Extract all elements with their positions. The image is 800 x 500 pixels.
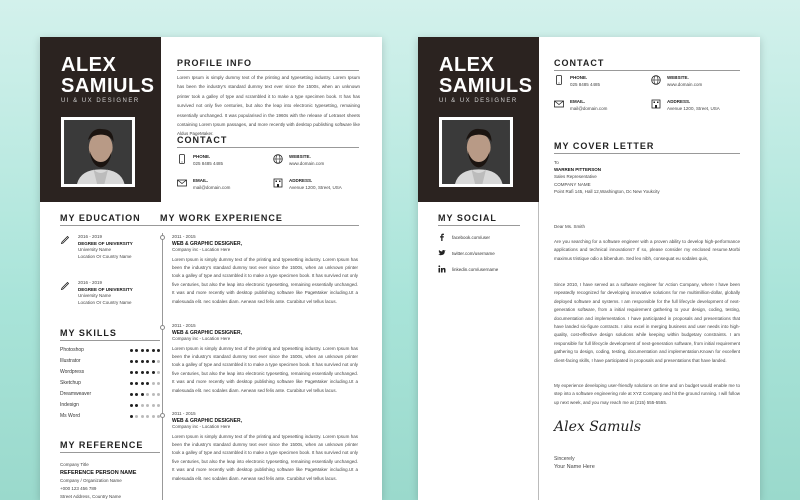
skill-level-dot xyxy=(157,360,160,363)
skill-level-dot xyxy=(135,349,138,352)
skill-level xyxy=(130,349,161,352)
recipient-block: To WARREN PITTERSON Sales Representative COMPANY NAME Point Rafi 145, Hall 12,Washington, Dc New Youkcity xyxy=(554,160,660,194)
skill-name: Dreamweaver xyxy=(60,391,92,397)
contact-address: ADDRESS. Avenue 1200, Street, USA xyxy=(273,178,342,190)
skill-level-dot xyxy=(135,382,138,385)
cover-letter-title: MY COVER LETTER xyxy=(554,141,655,151)
skill-level-dot xyxy=(135,404,138,407)
skill-row xyxy=(60,380,160,386)
skill-row xyxy=(60,402,160,408)
skill-level-dot xyxy=(152,404,155,407)
contact-title: CONTACT xyxy=(177,135,228,145)
education-rule xyxy=(60,225,160,226)
social-twitter[interactable]: twitter.com/username xyxy=(438,249,495,257)
letter-paragraph-2: Since 2010, I have served as a software engineer for Action Company, where I have been repeatedly recognized for developing innovative solutions for me multimillion-dollar, globally deployed software and systems. I am responsible for the full lifecycle development of next-generation software, from a initial requirement gathering to your design, coding, testing, documentation and implementation. I have participated in proposals and presentations that have landed six-figure contracts. I also excel in merging business and user needs into high-quality, cost-effective design solutions while keeping within budgetary constraints. I am responsible for full lifecycle development of next-generation software, from initial requirement gathering to design, coding, testing, documentation and implementation.Known for excellent client-facing skills, I have participated in proposals and presentations that have landed. xyxy=(554,282,740,363)
skill-level-dot xyxy=(146,415,149,418)
skill-level xyxy=(130,371,161,374)
skill-row xyxy=(60,358,160,364)
skill-level xyxy=(130,382,161,385)
person-role: UI & UX DESIGNER xyxy=(61,98,140,104)
skill-level-dot xyxy=(152,360,155,363)
skill-level-dot xyxy=(130,404,133,407)
skill-level xyxy=(130,415,161,418)
facebook-icon xyxy=(438,233,446,241)
skill-level-dot xyxy=(130,349,133,352)
social-title: MY SOCIAL xyxy=(438,213,497,223)
skill-level-dot xyxy=(141,349,144,352)
skill-name: Photoshop xyxy=(60,347,84,353)
work-title: MY WORK EXPERIENCE xyxy=(160,213,283,223)
skill-name: Wordpress xyxy=(60,369,85,375)
skill-level-dot xyxy=(135,360,138,363)
skill-level-dot xyxy=(152,371,155,374)
person-name: ALEX SAMIULS xyxy=(439,54,533,97)
skill-level xyxy=(130,393,161,396)
profile-title: PROFILE INFO xyxy=(177,58,252,68)
contact-title: CONTACT xyxy=(554,58,605,68)
phone-icon xyxy=(177,154,187,164)
skills-rule xyxy=(60,340,160,341)
skill-level-dot xyxy=(141,371,144,374)
contact-website: WEBSITE. www.domain.com xyxy=(651,75,702,87)
social-rule xyxy=(438,225,520,226)
skill-level-dot xyxy=(141,360,144,363)
pencil-icon xyxy=(60,280,70,290)
skill-level-dot xyxy=(157,404,160,407)
reference-title: MY REFERENCE xyxy=(60,440,144,450)
skill-name: Indesign xyxy=(60,402,79,408)
skill-level-dot xyxy=(141,382,144,385)
timeline-dot xyxy=(160,413,165,418)
person-role: UI & UX DESIGNER xyxy=(439,98,518,104)
contact-email: EMAIL. mail@domain.com xyxy=(554,99,607,111)
skill-level-dot xyxy=(135,393,138,396)
contact-address: ADDRESS. Avenue 1200, Street, USA xyxy=(651,99,720,111)
skill-name: Ms Word xyxy=(60,413,80,419)
portrait-image xyxy=(64,120,132,184)
skill-level-dot xyxy=(152,382,155,385)
pencil-icon xyxy=(60,234,70,244)
timeline-line xyxy=(162,233,163,500)
envelope-icon xyxy=(177,178,187,188)
skill-level-dot xyxy=(135,415,138,418)
building-icon xyxy=(651,99,661,109)
work-item: 2011 - 2015 WEB & GRAPHIC DESIGNER, Company inc - Location Here Lorem Ipsum is simply dummy text of the printing and typesetting industry. Lorem Ipsum has been the industry's standard dummy text ever since the 1500s, when an unknown printer took a galley of type and scrambled it to make a type specimen book. It has survived not only five centuries, but also the leap into electronic typesetting, remaining essentially unchanged. It was and more recently with desktop publishing software like PageMaker including.Ut a malesuada elit. nec sodales diam. Aenean sed felis ante. Curabitur vel tellus lacus. xyxy=(172,234,358,304)
phone-icon xyxy=(554,75,564,85)
skill-level-dot xyxy=(152,349,155,352)
profile-text: Lorem Ipsum is simply dummy text of the printing and typesetting industry. Lorem Ipsum has been the industry's standard dummy text ever since the 1500s, when an unknown printer took a galley of type and scrambled it to make a type specimen book. It has has survived not only five centuries, but also the leap into electronic typesetting, remaining essentially unchanged. It was popularised in the 1960s with the release of Letraset sheets containing Lorem Ipsum passages, and more recently with desktop publishing software like Aldus PageMaker. xyxy=(177,75,360,137)
skill-level-dot xyxy=(130,393,133,396)
skill-level-dot xyxy=(152,415,155,418)
reference-rule xyxy=(60,452,160,453)
work-item: 2011 - 2015 WEB & GRAPHIC DESIGNER, Company inc - Location Here Lorem Ipsum is simply dummy text of the printing and typesetting industry. Lorem Ipsum has been the industry's standard dummy text ever since the 1500s, when an unknown printer took a galley of type and scrambled it to make a type specimen book. It has survived not only five centuries, but also the leap into electronic typesetting, remaining essentially unchanged. It was and more recently with desktop publishing software like PageMaker including.Ut a malesuada elit. nec sodales diam. Aenean sed felis ante. Curabitur vel tellus lacus. xyxy=(172,411,358,481)
profile-photo xyxy=(439,117,513,187)
cover-letter-rule xyxy=(554,153,740,154)
skill-level-dot xyxy=(146,404,149,407)
portrait-image xyxy=(442,120,510,184)
skill-level-dot xyxy=(146,349,149,352)
skill-level-dot xyxy=(146,360,149,363)
timeline-dot xyxy=(160,235,165,240)
closing-block: Sincerely Your Name Here xyxy=(554,456,595,470)
skill-level-dot xyxy=(146,382,149,385)
skill-level xyxy=(130,404,161,407)
skill-level-dot xyxy=(157,349,160,352)
column-divider xyxy=(538,202,539,500)
skill-name: Sketchup xyxy=(60,380,81,386)
skill-row xyxy=(60,391,160,397)
work-rule xyxy=(160,225,359,226)
skill-level-dot xyxy=(152,393,155,396)
contact-phone: PHONE. 025 8485 4485 xyxy=(177,154,223,166)
contact-rule xyxy=(177,147,359,148)
letter-paragraph-1: Are you searching for a software engineer with a proven ability to develop high-performance applications and technical innovations? If so, please consider my enclosed resume.Morbi maximus tristique odio a bibendum. Sed leo nibh, consequat eu sodales quis, xyxy=(554,239,740,261)
skill-row xyxy=(60,347,160,353)
skill-name: Illustrator xyxy=(60,358,81,364)
skill-level-dot xyxy=(146,393,149,396)
profile-rule xyxy=(177,70,359,71)
globe-icon xyxy=(651,75,661,85)
social-linkedin[interactable]: linkedin.com/username xyxy=(438,265,498,273)
skills-title: MY SKILLS xyxy=(60,328,117,338)
building-icon xyxy=(273,178,283,188)
social-facebook[interactable]: facebook.com/user xyxy=(438,233,490,241)
skill-level-dot xyxy=(141,393,144,396)
education-title: MY EDUCATION xyxy=(60,213,141,223)
globe-icon xyxy=(273,154,283,164)
skill-row xyxy=(60,413,160,419)
skill-level-dot xyxy=(135,371,138,374)
skill-level-dot xyxy=(141,415,144,418)
contact-email: EMAIL. mail@domain.com xyxy=(177,178,230,190)
contact-phone: PHONE. 025 8485 4485 xyxy=(554,75,600,87)
person-name: ALEX SAMIULS xyxy=(61,54,155,97)
work-item: 2011 - 2015 WEB & GRAPHIC DESIGNER, Company inc - Location Here Lorem Ipsum is simply dummy text of the printing and typesetting industry. Lorem Ipsum has been the industry's standard dummy text ever since the 1500s, when an unknown printer took a galley of type and scrambled it to make a type specimen book. It has survived not only five centuries, but also the leap into electronic typesetting, remaining essentially unchanged. It was and more recently with desktop publishing software like PageMaker including.Ut a malesuada elit. nec sodales diam. Aenean sed felis ante. Curabitur vel tellus lacus. xyxy=(172,323,358,393)
envelope-icon xyxy=(554,99,564,109)
timeline-dot xyxy=(160,325,165,330)
skill-level-dot xyxy=(141,404,144,407)
salutation: Dear Ms. Smith xyxy=(554,224,586,229)
skill-level-dot xyxy=(157,393,160,396)
letter-paragraph-3: My experience developing user-friendly solutions on time and on budget would enable me to step into a software engineering role at XYZ Company and hit the ground running. I will follow up next week, and you may reach me at (215) 555-5555. xyxy=(554,383,740,405)
skill-level-dot xyxy=(130,382,133,385)
signature: Alex Samuls xyxy=(554,419,642,435)
twitter-icon xyxy=(438,249,446,257)
skill-level-dot xyxy=(146,371,149,374)
contact-website: WEBSITE. www.domain.com xyxy=(273,154,324,166)
skill-level-dot xyxy=(130,415,133,418)
contact-rule xyxy=(554,70,740,71)
skill-level-dot xyxy=(157,371,160,374)
linkedin-icon xyxy=(438,265,446,273)
skill-level-dot xyxy=(130,360,133,363)
profile-photo xyxy=(61,117,135,187)
resume-page: ALEX SAMIULS UI & UX DESIGNER PROFILE INFO Lorem Ipsum is simply dummy text of the printing and typesetting industry. Lorem Ipsum has been the industry's standard dummy text ever since the 1500s, when an unknown printer took a galley of type and scrambled it to make a type specimen book. It has has survived not only five centuries, but also the leap into electronic typesetting, remaining essentially unchanged. It was popularised in the 1960s with the release of Letraset sheets containing Lorem Ipsum passages, and more recently with desktop publishing software like Aldus PageMaker. CONTACT PHONE. 025 8485 4485 WEBSITE. www.domain.com EMAIL. mail@domain.com ADDRESS. Avenue 1200, Street, USA MY EDUCATION 2016 - 2019 DEGREE OF UNIVERSITY University Name Location Or Country Name 2016 - 2019 DEGREE OF UNIVERSITY University Name Location Or Country Name MY SKILLS Photoshop Illustrator Wordpress Sketchup Dreamweaver Indesign Ms Word MY REFERENCE Company Title REFERENCE PERSON NAME Company / Organization Name +000 123 456 789 Street Address, Country Name MY WORK EXPERIENCE 2011 - 2015 WEB & GRAPHIC DESIGNER, Company inc - Location Here Lorem Ipsum is simply dummy text of the printing and typesetting industry. Lorem Ipsum has been the industry's standard dummy text ever since the 1500s, when an unknown printer took a galley of type and scrambled it to make a type specimen book. It has survived not only five centuries, but also the leap into electronic typesetting, remaining essentially unchanged. It was and more recently with desktop publishing software like PageMaker including.Ut a malesuada elit. nec sodales diam. Aenean sed felis ante. Curabitur vel tellus lacus. 2011 - 2015 WEB & GRAPHIC DESIGNER, Company inc - Location Here Lorem Ipsum is simply dummy text of the printing and typesetting industry. Lorem Ipsum has been the industry's standard dummy text ever since the 1500s, when an unknown printer took a galley of type and scrambled it to make a type specimen book. It has survived not only five centuries, but also the leap into electronic typesetting, remaining essentially unchanged. It was and more recently with desktop publishing software like PageMaker including.Ut a malesuada elit. nec sodales diam. Aenean sed felis ante. Curabitur vel tellus lacus. 2011 - 2015 WEB & GRAPHIC DESIGNER, Company inc - Location Here Lorem Ipsum is simply dummy text of the printing and typesetting industry. Lorem Ipsum has been the industry's standard dummy text ever since the 1500s, when an unknown printer took a galley of type and scrambled it to make a type specimen book. It has survived not only five centuries, but also the leap into electronic typesetting, remaining essentially unchanged. It was and more recently with desktop publishing software like PageMaker including.Ut a malesuada elit. nec sodales diam. Aenean sed felis ante. Curabitur vel tellus lacus. xyxy=(40,37,382,500)
skill-level-dot xyxy=(130,371,133,374)
skill-level-dot xyxy=(157,382,160,385)
skill-level xyxy=(130,360,161,363)
skill-row xyxy=(60,369,160,375)
cover-letter-page xyxy=(418,37,760,500)
reference-block: Company Title REFERENCE PERSON NAME Company / Organization Name +000 123 456 789 Street Address, Country Name xyxy=(60,462,137,499)
